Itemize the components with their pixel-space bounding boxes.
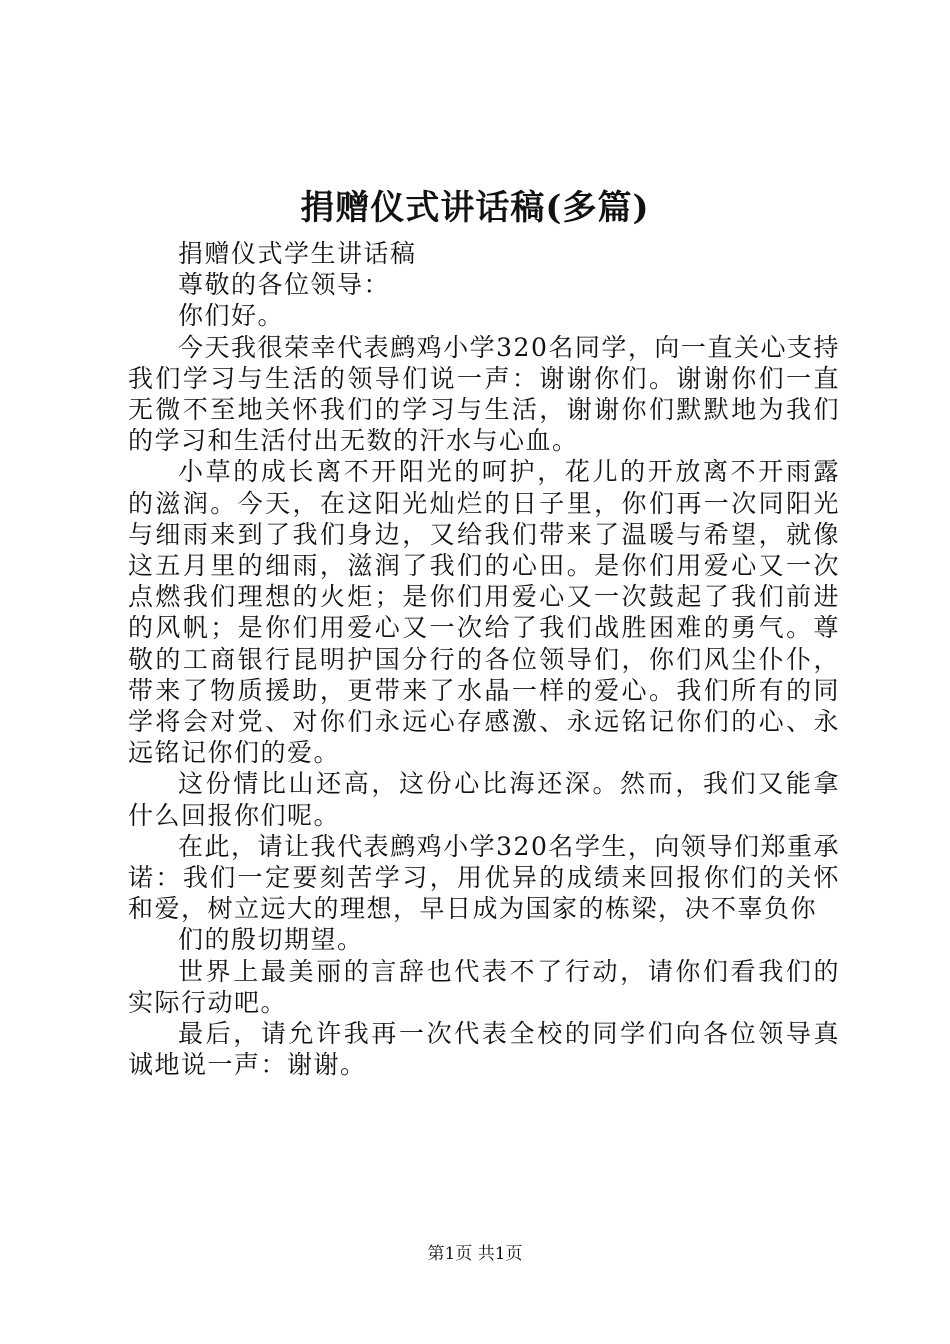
paragraph: 世界上最美丽的言辞也代表不了行动，请你们看我们的实际行动吧。: [128, 956, 840, 1017]
paragraph: 这份情比山还高，这份心比海还深。然而，我们又能拿什么回报你们呢。: [128, 769, 840, 830]
paragraph: 在此，请让我代表鹧鸡小学320名学生，向领导们郑重承诺：我们一定要刻苦学习，用优异的成绩来回报你们的关怀和爱，树立远大的理想，早日成为国家的栋梁，决不辜负你: [128, 831, 840, 924]
paragraph-closing: 最后，请允许我再一次代表全校的同学们向各位领导真诚地说一声：谢谢。: [128, 1019, 840, 1080]
document-title: 捐赠仪式讲话稿(多篇): [300, 188, 650, 228]
paragraph: 小草的成长离不开阳光的呵护，花儿的开放离不开雨露的滋润。今天，在这阳光灿烂的日子里，你们再一次同阳光与细雨来到了我们身边，又给我们带来了温暖与希望，就像这五月里的细雨，滋润了我们的心田。是你们用爱心又一次点燃我们理想的火炬；是你们用爱心又一次鼓起了我们前进的风帆；是你们用爱心又一次给了我们战胜困难的勇气。尊敬的工商银行昆明护国分行的各位领导们，你们风尘仆仆，带来了物质援助，更带来了水晶一样的爱心。我们所有的同学将会对党、对你们永远心存感激、永远铭记你们的心、永远铭记你们的爱。: [128, 457, 840, 768]
paragraph: 今天我很荣幸代表鹧鸡小学320名同学，向一直关心支持我们学习与生活的领导们说一声：谢谢你们。谢谢你们一直无微不至地关怀我们的学习与生活，谢谢你们默默地为我们的学习和生活付出无数的汗水与心血。: [128, 332, 840, 456]
document-body: [128, 238, 840, 1080]
paragraph: 们的殷切期望。: [178, 925, 364, 955]
paragraph-heading: 捐赠仪式学生讲话稿: [178, 239, 417, 268]
page-footer: 第1页 共1页: [427, 1244, 523, 1264]
paragraph-salutation: 尊敬的各位领导：: [178, 270, 391, 300]
paragraph-greeting: 你们好。: [178, 301, 285, 331]
